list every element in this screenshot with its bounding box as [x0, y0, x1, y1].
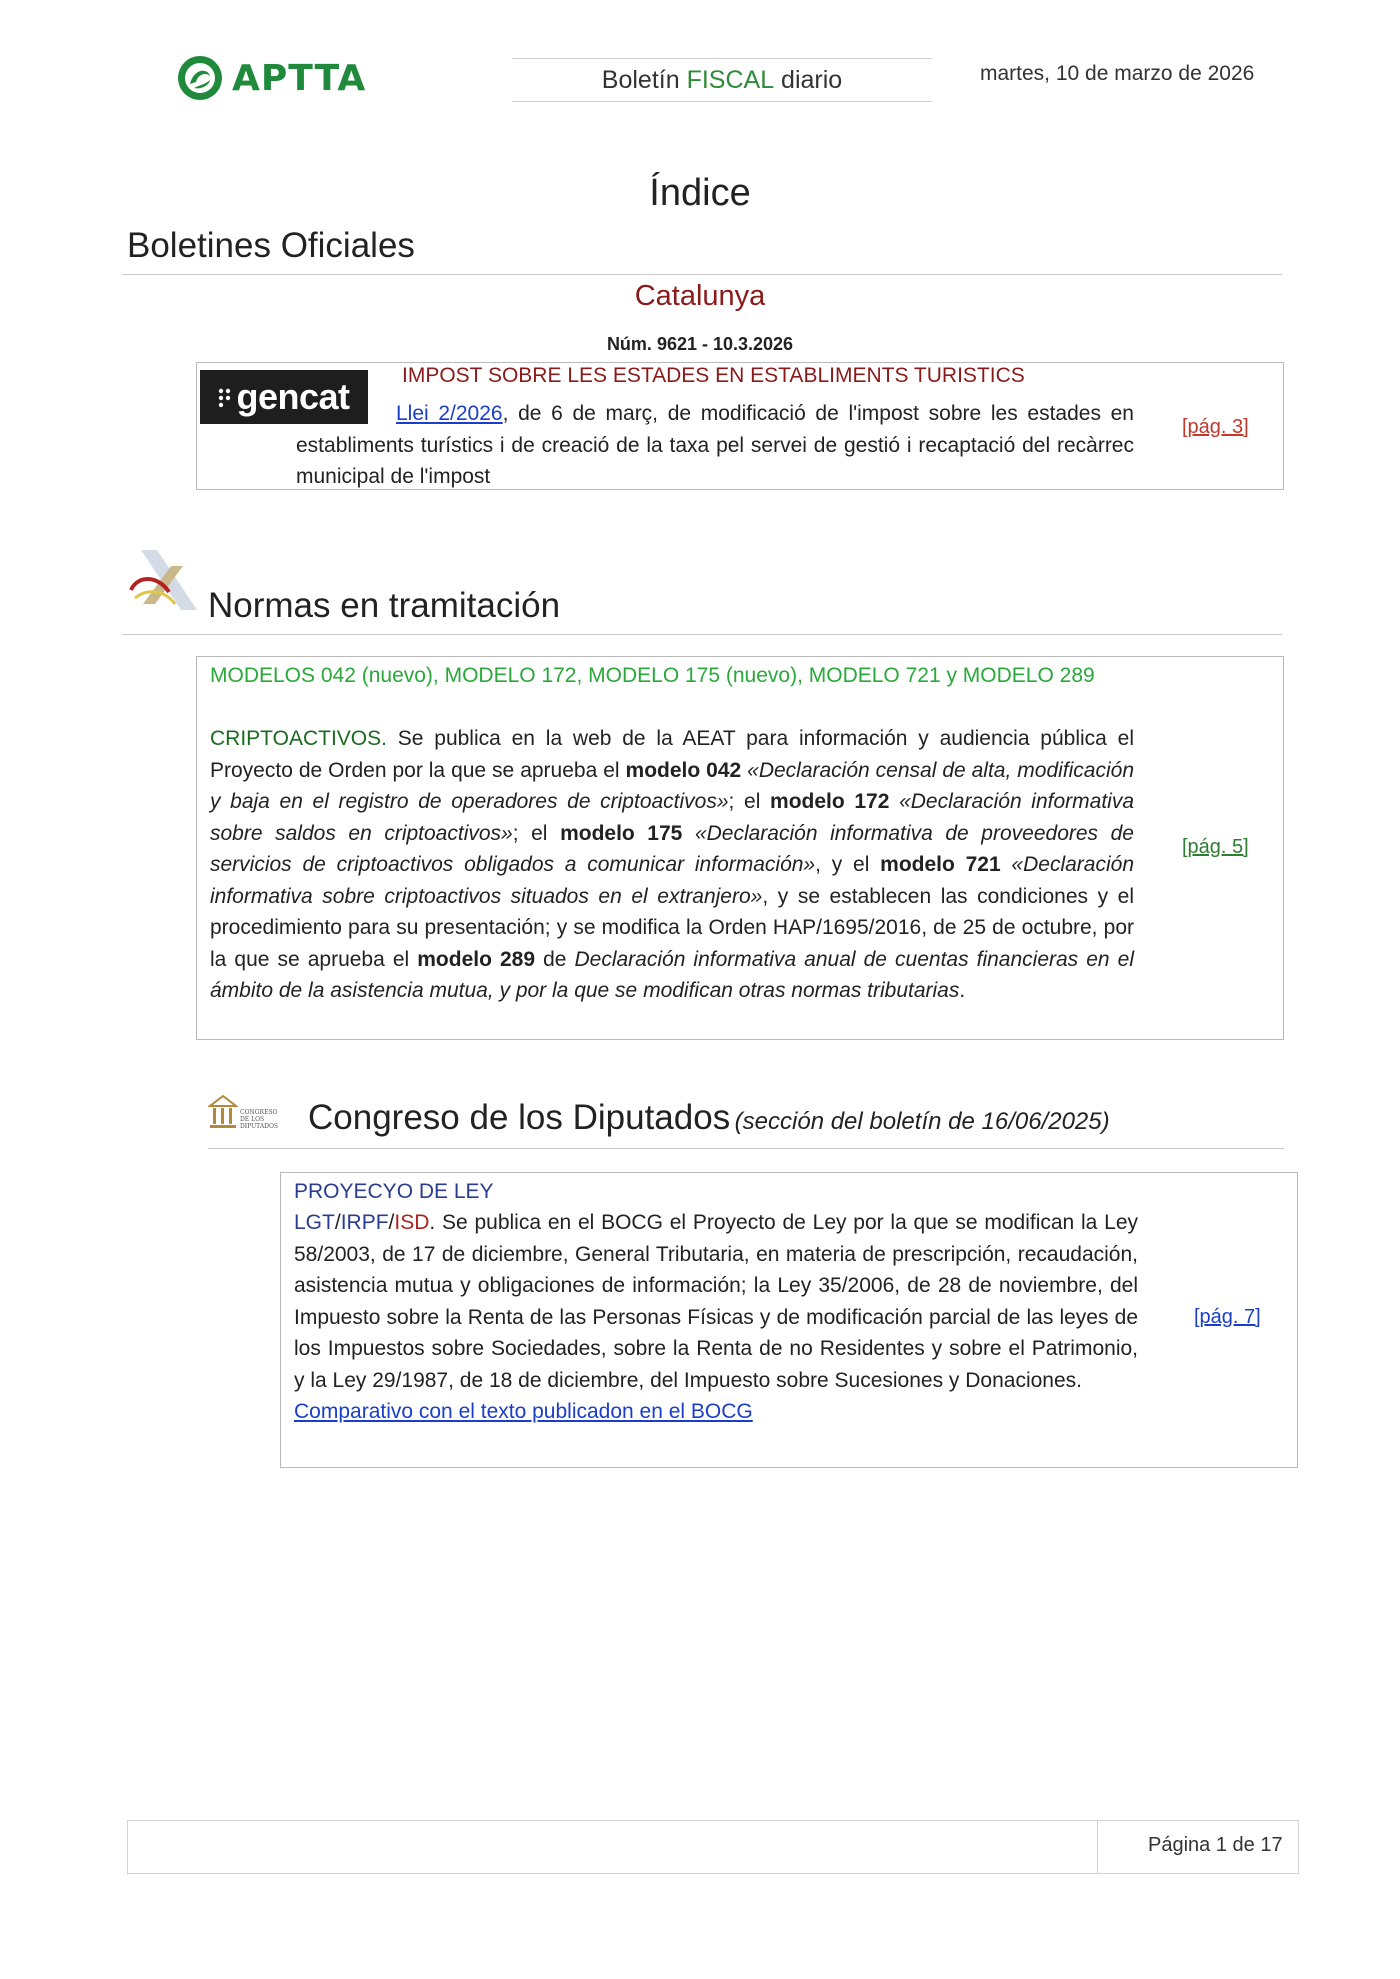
tag-lgt: LGT [294, 1211, 335, 1234]
page-number: Página 1 de 17 [1148, 1834, 1283, 1856]
entry-heading-impost: IMPOST SOBRE LES ESTADES EN ESTABLIMENTS TURISTICS [402, 364, 1025, 387]
congreso-logo [208, 1094, 278, 1130]
model-ref: modelo 175 [560, 821, 683, 845]
entry-text-impost [296, 398, 1134, 493]
section-title-normas: Normas en tramitación [208, 586, 561, 625]
entry-body: Se publica en la web de la AEAT para información y audiencia pública el Proyecto de Orden por la que se aprueba el [210, 727, 1134, 782]
model-desc: «Declaración censal de alta, modificación y baja en el registro de operadores de criptoactivos» [210, 758, 1134, 813]
bulletin-number: Núm. 9621 - 10.3.2026 [606, 334, 794, 354]
entry-text-proyecto [294, 1207, 1138, 1428]
gencat-logo-text: gencat [236, 376, 350, 417]
model-desc: «Declaración informativa sobre saldos en criptoactivos» [210, 790, 1135, 845]
congreso-heading [308, 1098, 1110, 1138]
aeat-emblem-icon [127, 546, 205, 614]
entry-body: , de 6 de març, de modificació de l'impost sobre les estades en establiments turístics i de creació de la taxa pel servei de gestió i recaptació del recàrrec municipal de l'impost [296, 402, 1134, 488]
page-title: Índice [649, 172, 751, 214]
model-ref: modelo 172 [770, 790, 890, 813]
bulletin-suffix: diario [774, 65, 843, 94]
header-date: martes, 10 de marzo de 2026 [980, 62, 1255, 85]
section-title-boletines: Boletines Oficiales [127, 226, 415, 265]
model-ref: modelo 042 [625, 758, 742, 782]
entry-tag: CRIPTOACTIVOS. [210, 727, 387, 750]
model-desc: «Declaración informativa de proveedores de servicios de criptoactivos obligados a comunicar información» [210, 821, 1134, 876]
aptta-logo [176, 54, 366, 102]
bulletin-prefix: Boletín [601, 65, 687, 94]
model-ref: modelo 289 [417, 947, 536, 971]
logo-text: APTTA [232, 57, 367, 99]
entry-body: , y se establecen las condiciones y el procedimiento para su presentación; y se modifica la Orden HAP/1695/2016, de 25 de octubre, por la que se aprueba el [210, 884, 1135, 971]
tag-separator: / [334, 1211, 341, 1234]
aptta-emblem-icon [176, 54, 224, 102]
congreso-emblem-icon [208, 1094, 238, 1130]
tag-irpf: IRPF [340, 1211, 389, 1234]
tag-separator: / [388, 1211, 395, 1234]
entry-body: de [535, 947, 575, 971]
section-title-congreso: Congreso de los Diputados [308, 1098, 731, 1137]
page-link-7[interactable]: [pág. 7] [1194, 1306, 1261, 1328]
model-desc: Declaración informativa anual de cuentas financieras en el ámbito de la asistencia mutua, y por la que se modifican otras normas tributarias [210, 947, 1134, 1002]
entry-body: ; el [728, 790, 771, 813]
section-divider [122, 274, 1282, 275]
footer-divider [1097, 1820, 1098, 1874]
section-divider [208, 1148, 1284, 1149]
law-link[interactable]: Llei 2/2026 [396, 402, 503, 425]
model-desc: «Declaración informativa sobre criptoactivos situados en el extranjero» [210, 853, 1135, 908]
bulletin-fiscal: FISCAL [686, 65, 775, 94]
comparativo-link[interactable]: Comparativo con el texto publicadon en el BOCG [294, 1400, 753, 1423]
entry-body: . Se publica en el BOCG el Proyecto de Ley por la que se modifican la Ley 58/2003, de 17 de diciembre, General Tributaria, en materia de prescripción, recaudación, asistencia mutua y obligaciones de información; la Ley 35/2006, de 28 de noviembre, del Impuesto sobre la Renta de las Personas Físicas y de modificación parcial de las leyes de los Impuestos sobre Sociedades, sobre la Renta de no Residentes y sobre el Patrimonio, y la Ley 29/1987, de 18 de diciembre, del Impuesto sobre Sucesiones y Donaciones. [294, 1211, 1138, 1392]
page-link-3[interactable]: [pág. 3] [1182, 416, 1249, 438]
entry-body: ; el [512, 821, 561, 845]
aeat-logo [127, 546, 205, 619]
entry-body: . [959, 979, 966, 1002]
section-subtitle: (sección del boletín de 16/06/2025) [734, 1108, 1110, 1135]
page-link-5[interactable]: [pág. 5] [1182, 836, 1249, 858]
congreso-logo-text: CONGRESO DE LOS DIPUTADOS [240, 1109, 279, 1130]
bulletin-title [512, 58, 932, 102]
tag-isd: ISD [394, 1211, 430, 1234]
entry-heading-proyecto: PROYECYO DE LEY [294, 1180, 494, 1203]
gencat-dots-icon [218, 376, 232, 418]
section-divider [122, 634, 1282, 635]
region-title: Catalunya [634, 280, 766, 312]
entry-body: , y el [815, 853, 881, 876]
footer-box [127, 1820, 1299, 1874]
entry-text-criptoactivos [210, 723, 1134, 1007]
model-ref: modelo 721 [880, 853, 1001, 876]
entry-heading-modelos: MODELOS 042 (nuevo), MODELO 172, MODELO 175 (nuevo), MODELO 721 y MODELO 289 [210, 664, 1095, 687]
